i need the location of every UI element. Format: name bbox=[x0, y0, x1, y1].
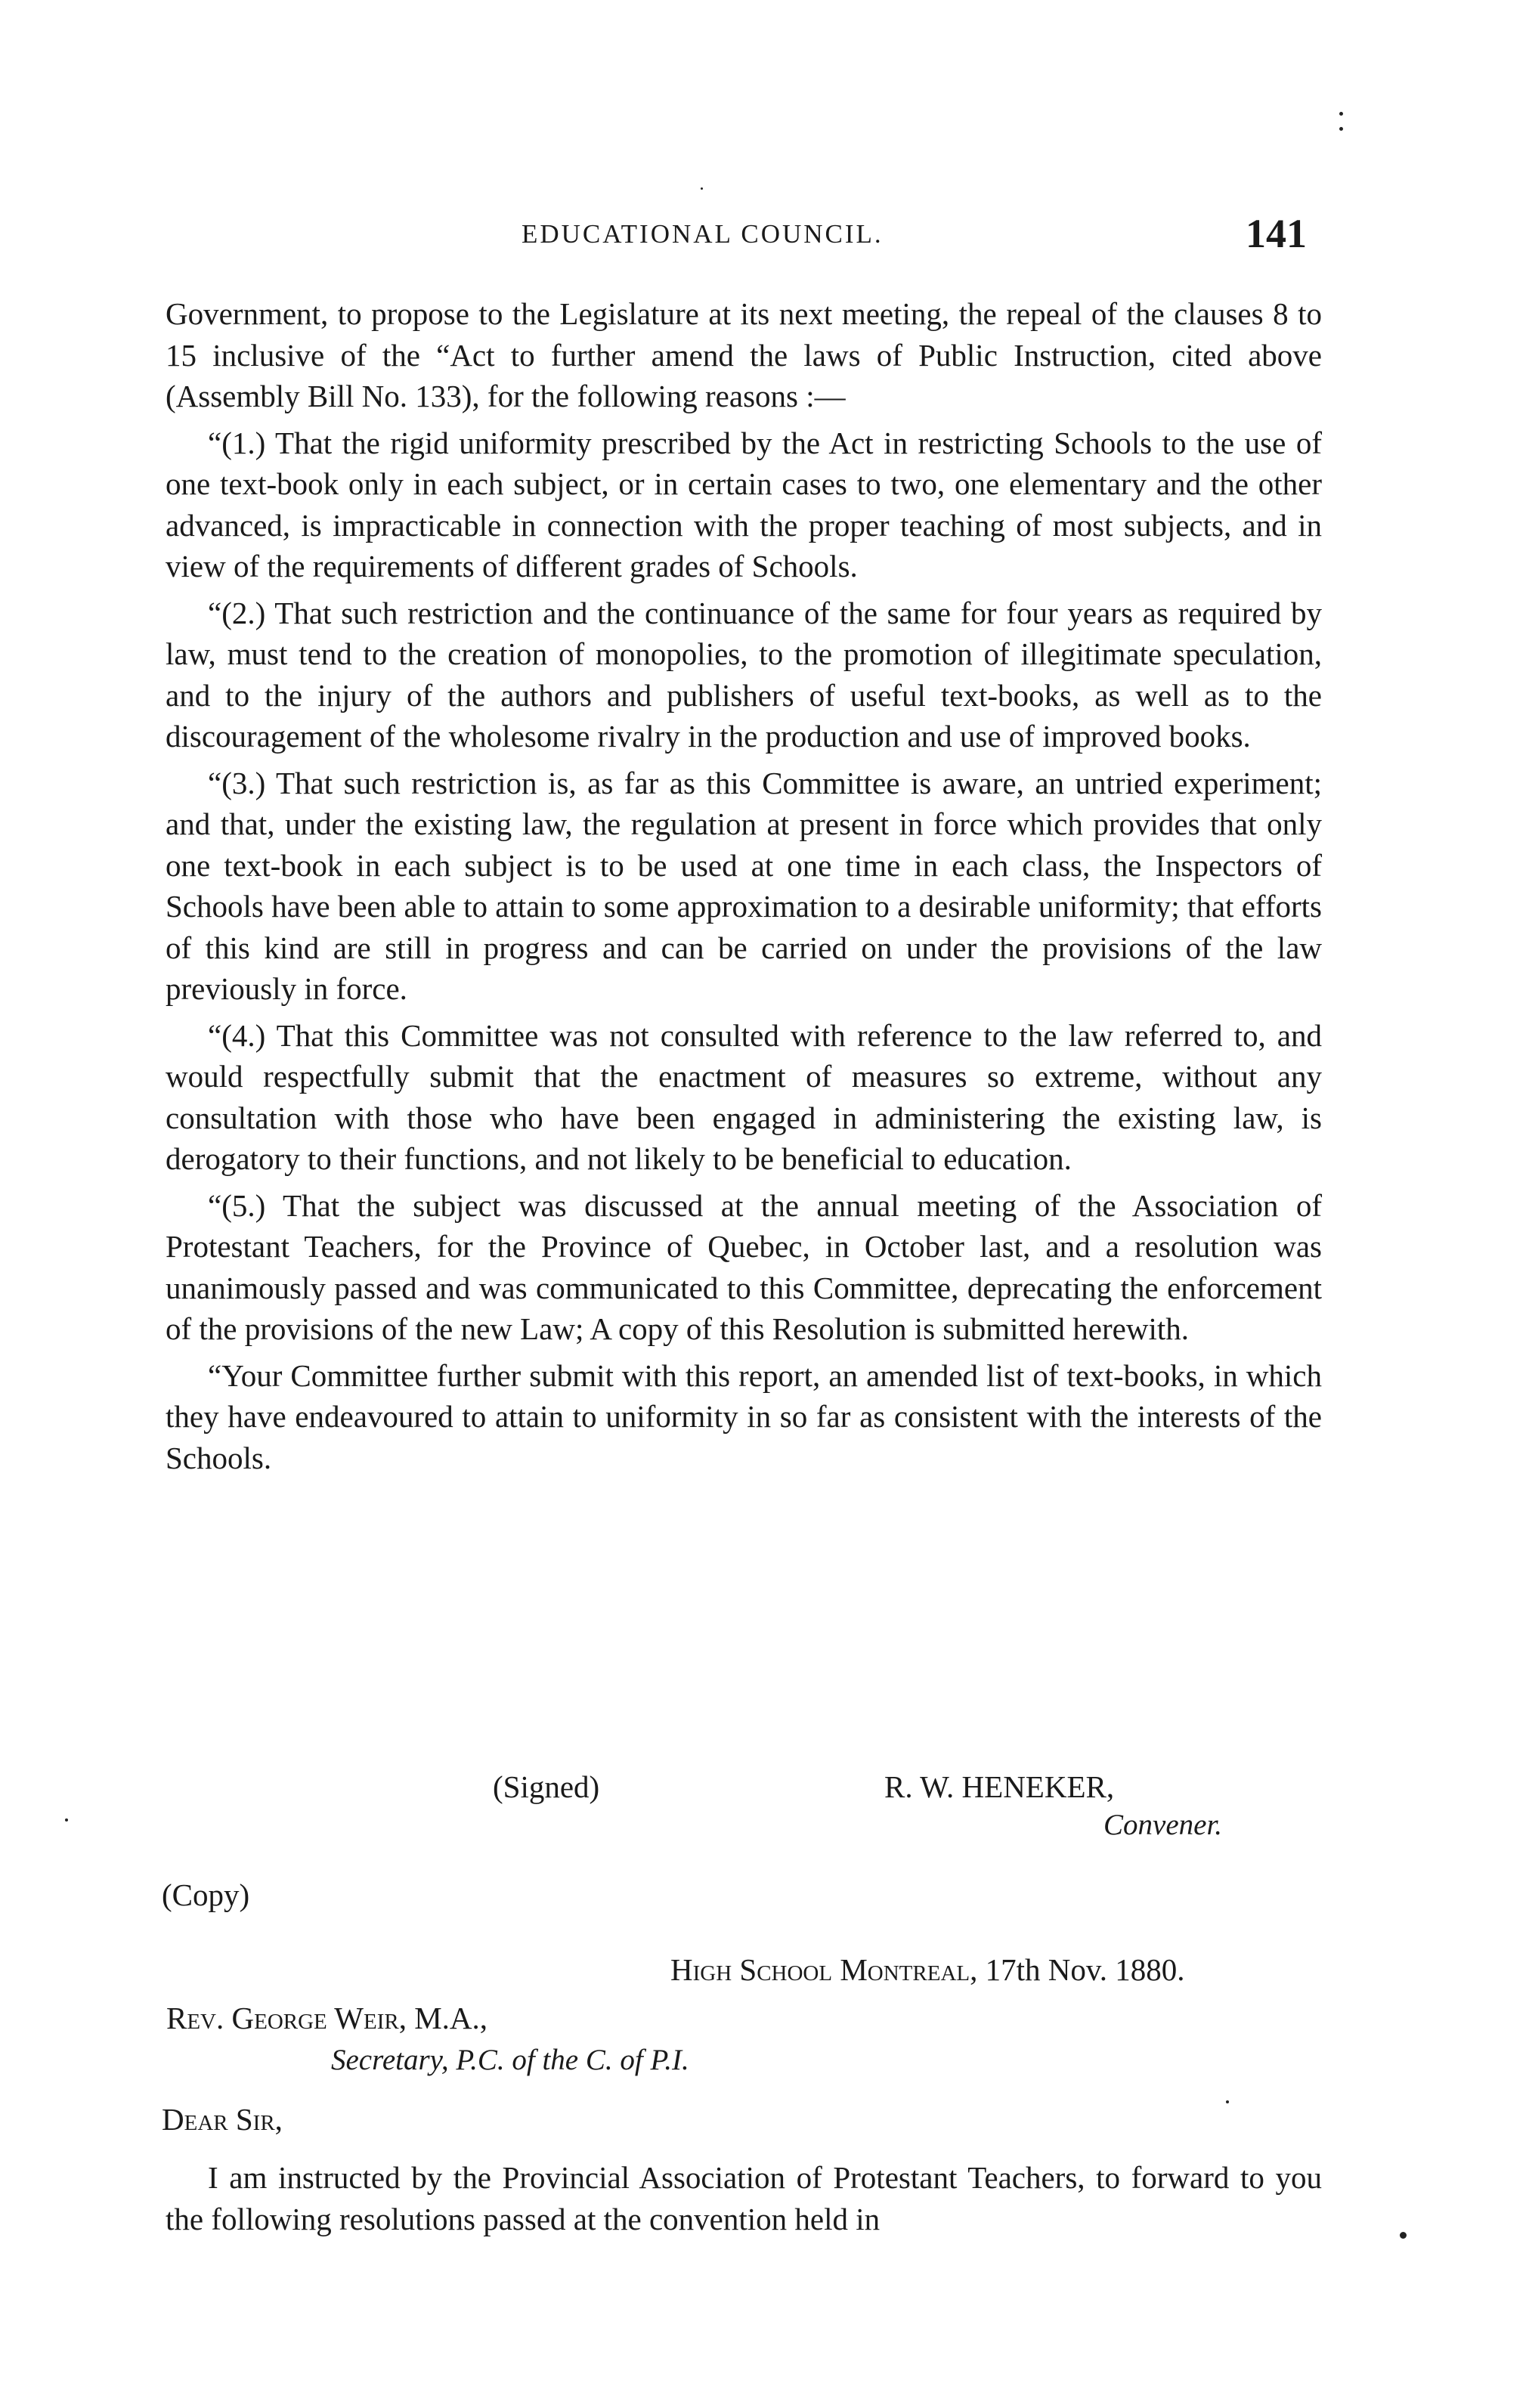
paragraph-reason-2: “(2.) That such restriction and the continuance of the same for four years as required by law, must tend to the creation of monopolies, to the promotion of illegitimate speculation, and to the injury of the authors and publishers of useful text-books, as well as to the discouragement of the wholesome rivalry in the production and use of improved books. bbox=[166, 595, 1322, 754]
signer-name: R. W. HENEKER, bbox=[884, 1769, 1115, 1804]
paragraph-reason-1: “(1.) That the rigid uniformity prescribed by the Act in restricting Schools to the use of one text-book only in each subject, or in certain cases to two, one elementary and the other advanced, is impracticable in connection with the proper teaching of most subjects, and in view of the requirements of different grades of Schools. bbox=[166, 425, 1322, 583]
letter-dateline bbox=[670, 1951, 1184, 1988]
paragraph-intro: Government, to propose to the Legislature at its next meeting, the repeal of the clauses 8 to 15 inclusive of the “Act to further amend the laws of Public Instruction, cited above (Assembly Bill No. 133), for the following reasons :— bbox=[166, 296, 1322, 413]
report-body bbox=[166, 293, 1322, 1484]
paragraph-reason-5: “(5.) That the subject was discussed at the annual meeting of the Association of Protestant Teachers, for the Province of Quebec, in October last, and a resolution was unanimously passed and was communicated to this Committee, deprecating the enforcement of the provisions of the new Law; A copy of this Resolution is submitted herewith. bbox=[166, 1187, 1322, 1346]
scan-speck bbox=[1226, 2100, 1229, 2103]
scan-speck bbox=[1339, 112, 1343, 116]
letter-salutation: Dear Sir, bbox=[162, 2102, 283, 2137]
paragraph-reason-4: “(4.) That this Committee was not consulted with reference to the law referred to, and would respectfully submit that the enactment of measures so extreme, without any consultation with those who have been engaged in administering the existing law, is derogatory to their functions, and not likely to be beneficial to education. bbox=[166, 1017, 1322, 1176]
signed-label: (Signed) bbox=[493, 1769, 600, 1804]
running-title: EDUCATIONAL COUNCIL. bbox=[522, 219, 884, 249]
paragraph-reason-3: “(3.) That such restriction is, as far as this Committee is aware, an untried experiment; and that, under the existing law, the regulation at present in force which provides that only one text-book in each subject is to be used at one time in each class, the Inspectors of Schools have been able to attain to some approximation to a desirable uniformity; that efforts of this kind are still in progress and can be carried on under the provisions of the law previously in force. bbox=[166, 765, 1322, 1006]
signer-title: Convener. bbox=[1103, 1809, 1223, 1841]
letter-addressee-title: Secretary, P.C. of the C. of P.I. bbox=[331, 2044, 689, 2076]
page-header bbox=[0, 210, 1529, 271]
scan-speck bbox=[1339, 127, 1343, 131]
scan-speck bbox=[701, 187, 703, 190]
letter-body: I am instructed by the Provincial Association of Protestant Teachers, to forward to you the following resolutions passed at the convention held in bbox=[166, 2160, 1322, 2236]
scan-speck bbox=[1400, 2232, 1407, 2239]
scan-speck bbox=[65, 1818, 68, 1821]
letter-place: High School Montreal, bbox=[670, 1952, 978, 1987]
signature-block bbox=[0, 1769, 1529, 1859]
letter-addressee: Rev. George Weir, M.A., bbox=[166, 2001, 488, 2035]
paragraph-closing: “Your Committee further submit with this report, an amended list of text-books, in which they have endeavoured to attain to uniformity in so far as consistent with the interests of the Schools. bbox=[166, 1357, 1322, 1475]
copy-label: (Copy) bbox=[162, 1877, 250, 1912]
letter-date: 17th Nov. 1880. bbox=[985, 1952, 1185, 1987]
page-number: 141 bbox=[1246, 211, 1307, 256]
